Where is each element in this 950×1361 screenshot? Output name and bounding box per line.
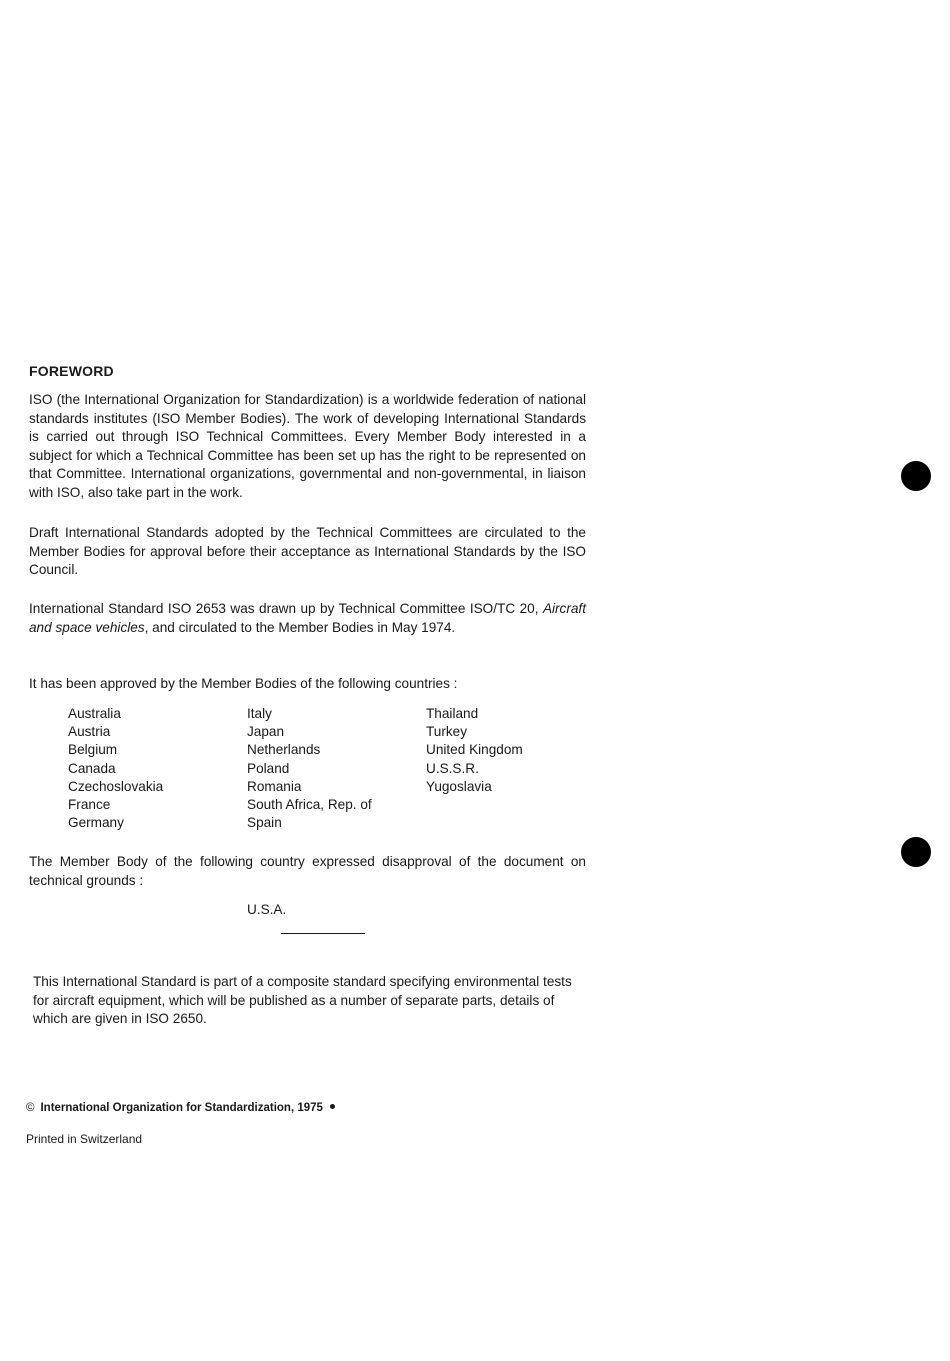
copyright-text: International Organization for Standardization, 1975 [40, 1102, 323, 1114]
circulation-text: , and circulated to the Member Bodies in May 1974. [144, 619, 456, 635]
country-item: Australia [68, 706, 121, 721]
countries-column-2 [247, 705, 372, 832]
committee-text: International Standard ISO 2653 was drawn up by Technical Committee ISO/TC 20, [29, 601, 543, 616]
foreword-paragraph-2: Draft International Standards adopted by the Technical Committees are circulated to the Member Bodies for approval before their acceptance as International Standards by the ISO Council. [29, 525, 586, 577]
country-item: Austria [68, 724, 111, 740]
countries-column-1 [68, 705, 163, 832]
country-item: Italy [247, 706, 272, 721]
punch-hole-icon [901, 837, 931, 867]
divider-rule [281, 933, 365, 934]
copyright-icon: © [26, 1102, 35, 1114]
approval-intro: It has been approved by the Member Bodies of the following countries : [29, 676, 458, 691]
committee-title: Aircraft and space vehicles [29, 601, 586, 635]
country-item: Turkey [426, 724, 468, 740]
foreword-paragraph-1: ISO (the International Organization for Standardization) is a worldwide federation of national standards institutes (ISO Member Bodies). The work of developing International Standards is carried out through ISO Technical Committees. Every Member Body interested in a subject for which a Technical Committee has been set up has the right to be represented on that Committee. International organizations, governmental and non-governmental, in liaison with ISO, also take part in the work. [29, 392, 586, 500]
country-item: Canada [68, 760, 116, 776]
composite-standard-note: This International Standard is part of a composite standard specifying environmental tests for aircraft equipment, which will be published as a number of separate parts, details of which are given in ISO 2650. [33, 974, 572, 1026]
printed-in: Printed in Switzerland [26, 1132, 143, 1146]
bullet-icon [330, 1104, 335, 1109]
country-item: United Kingdom [426, 742, 523, 758]
country-item: Japan [247, 724, 285, 740]
country-item: Germany [68, 815, 124, 831]
country-item: Czechoslovakia [68, 778, 164, 794]
country-item: Spain [247, 815, 282, 831]
country-item: South Africa, Rep. of [247, 797, 372, 813]
country-item: France [68, 797, 111, 813]
countries-column-3 [426, 705, 523, 796]
country-item: U.S.S.R. [426, 760, 479, 776]
copyright-line [26, 1102, 335, 1114]
country-item: Yugoslavia [426, 778, 492, 794]
country-item: Netherlands [247, 742, 321, 758]
country-item: Romania [247, 778, 302, 794]
country-item: Belgium [68, 742, 118, 758]
punch-hole-icon [901, 461, 931, 491]
country-item: Poland [247, 760, 290, 776]
foreword-heading: FOREWORD [29, 363, 114, 379]
foreword-paragraph-3 [29, 600, 586, 637]
disapproval-country: U.S.A. [247, 902, 287, 917]
country-item: Thailand [426, 706, 479, 721]
disapproval-intro: The Member Body of the following country expressed disapproval of the document on technical grounds : [29, 854, 586, 888]
